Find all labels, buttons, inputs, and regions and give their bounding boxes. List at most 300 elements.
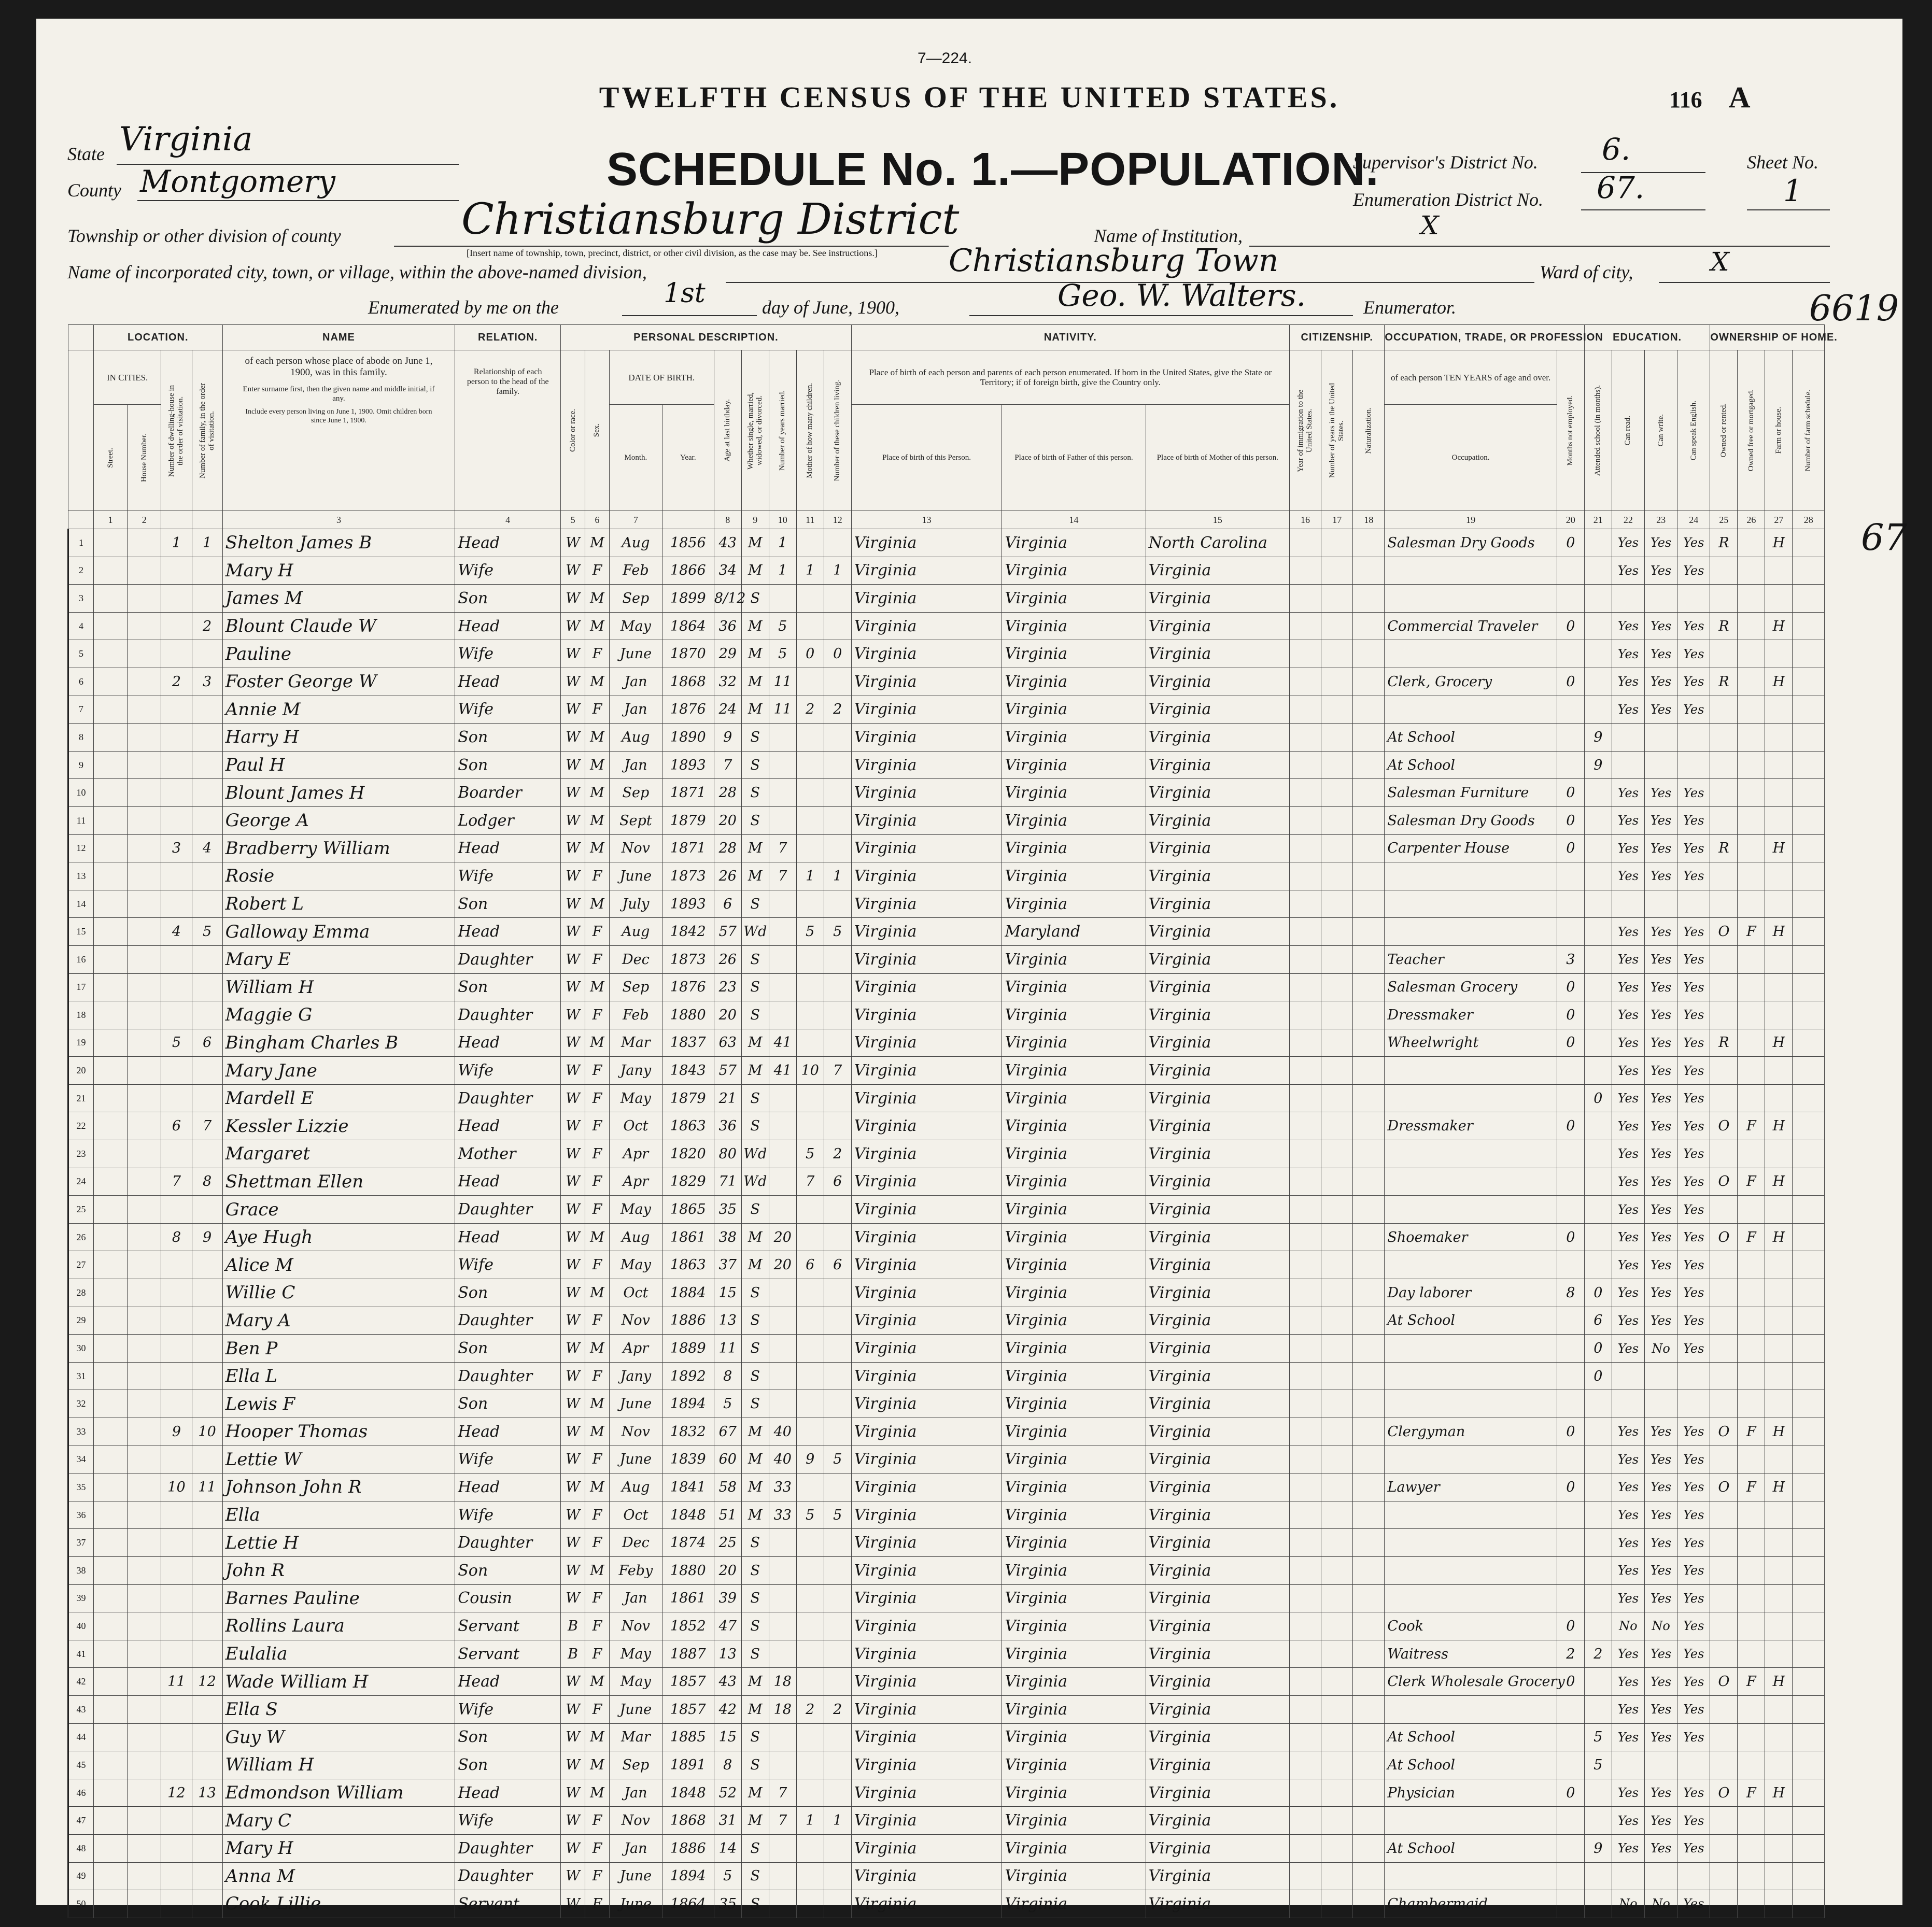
birthplace-cell: Virginia xyxy=(851,529,1002,557)
occupation-cell xyxy=(1385,1862,1557,1890)
table-row xyxy=(68,1223,1825,1251)
color-cell: W xyxy=(561,1501,585,1529)
birth-mother-header: Place of birth of Mother of this person. xyxy=(1146,405,1289,511)
relation-cell: Servant xyxy=(455,1640,561,1668)
family-number-cell xyxy=(192,585,222,613)
naturalization-cell xyxy=(1353,751,1385,779)
attended-school-cell: 6 xyxy=(1584,1307,1612,1335)
can-speak-english-cell: Yes xyxy=(1677,557,1710,585)
birth-year-cell: 1864 xyxy=(662,612,714,640)
birthplace-cell: Virginia xyxy=(851,612,1002,640)
person-name-cell: Guy W xyxy=(222,1723,455,1751)
family-number-cell xyxy=(192,806,222,834)
owned-free-cell xyxy=(1738,1001,1765,1029)
father-birthplace-cell: Virginia xyxy=(1002,1223,1146,1251)
family-number-cell xyxy=(192,779,222,807)
color-cell: W xyxy=(561,696,585,724)
street-cell xyxy=(93,1168,127,1196)
father-birthplace-cell: Virginia xyxy=(1002,1890,1146,1918)
sex-cell: F xyxy=(585,945,610,973)
person-name-cell: George A xyxy=(222,806,455,834)
mother-birthplace-cell: Virginia xyxy=(1146,1168,1289,1196)
color-cell: B xyxy=(561,1612,585,1640)
farm-house-cell xyxy=(1765,1446,1793,1473)
immigration-year-cell xyxy=(1289,834,1321,862)
dwelling-number-cell xyxy=(161,973,192,1001)
birth-year-cell: 1871 xyxy=(662,834,714,862)
color-cell: W xyxy=(561,724,585,752)
years-in-us-cell xyxy=(1321,1112,1353,1140)
house-number-cell xyxy=(128,1362,161,1390)
street-cell xyxy=(93,1584,127,1612)
can-write-cell: Yes xyxy=(1644,1501,1677,1529)
table-row xyxy=(68,1695,1825,1723)
line-number-cell: 17 xyxy=(68,973,94,1001)
mother-birthplace-cell: Virginia xyxy=(1146,1834,1289,1862)
sex-cell: F xyxy=(585,1612,610,1640)
dwelling-number-cell xyxy=(161,1751,192,1779)
relation-cell: Servant xyxy=(455,1612,561,1640)
months-unemployed-cell: 0 xyxy=(1557,1418,1584,1446)
can-read-cell: No xyxy=(1612,1612,1644,1640)
attended-school-cell xyxy=(1584,1029,1612,1057)
can-write-cell: Yes xyxy=(1644,612,1677,640)
age-cell: 26 xyxy=(714,945,741,973)
family-number-cell xyxy=(192,1556,222,1584)
owned-free-cell xyxy=(1738,696,1765,724)
birth-year-cell: 1893 xyxy=(662,751,714,779)
archive-stamp: 6619 xyxy=(1809,288,1899,329)
owned-rented-cell: O xyxy=(1710,1668,1738,1696)
attended-school-cell xyxy=(1584,1501,1612,1529)
occupation-cell: Cook xyxy=(1385,1612,1557,1640)
column-number: 28 xyxy=(1793,511,1825,529)
owned-free-cell xyxy=(1738,779,1765,807)
house-number-cell xyxy=(128,834,161,862)
relation-cell: Daughter xyxy=(455,1084,561,1112)
naturalization-cell xyxy=(1353,1446,1385,1473)
house-number-cell xyxy=(128,1084,161,1112)
dwelling-number-cell xyxy=(161,1612,192,1640)
color-cell: W xyxy=(561,1668,585,1696)
farm-house-cell: H xyxy=(1765,1668,1793,1696)
dwelling-number-cell xyxy=(161,1196,192,1224)
line-number-cell: 18 xyxy=(68,1001,94,1029)
column-number xyxy=(662,511,714,529)
naturalization-cell xyxy=(1353,1196,1385,1224)
owned-free-cell xyxy=(1738,862,1765,890)
farm-schedule-cell xyxy=(1793,1418,1825,1446)
table-row xyxy=(68,1029,1825,1057)
mother-of-cell xyxy=(796,1612,824,1640)
can-write-cell: Yes xyxy=(1644,1307,1677,1335)
street-cell xyxy=(93,1307,127,1335)
attended-school-cell xyxy=(1584,1862,1612,1890)
line-number-cell: 8 xyxy=(68,724,94,752)
house-number-cell xyxy=(128,585,161,613)
mother-of-cell: 2 xyxy=(796,696,824,724)
can-read-cell: Yes xyxy=(1612,1335,1644,1363)
relation-cell: Son xyxy=(455,973,561,1001)
color-cell: W xyxy=(561,1057,585,1085)
birthplace-cell: Virginia xyxy=(851,1029,1002,1057)
mother-birthplace-cell: Virginia xyxy=(1146,1890,1289,1918)
page-number xyxy=(1669,80,1750,115)
birthplace-cell: Virginia xyxy=(851,1362,1002,1390)
can-read-cell: Yes xyxy=(1612,668,1644,696)
naturalization-cell xyxy=(1353,1057,1385,1085)
can-speak-english-cell xyxy=(1677,1862,1710,1890)
can-speak-english-cell: Yes xyxy=(1677,1001,1710,1029)
years-in-us-cell xyxy=(1321,1779,1353,1807)
owned-free-cell xyxy=(1738,1890,1765,1918)
owned-free-cell: F xyxy=(1738,1668,1765,1696)
birth-month-cell: Aug xyxy=(609,918,662,946)
table-row xyxy=(68,1168,1825,1196)
mother-birthplace-cell: Virginia xyxy=(1146,1862,1289,1890)
owned-free-cell xyxy=(1738,557,1765,585)
can-speak-english-cell: Yes xyxy=(1677,1418,1710,1446)
street-cell xyxy=(93,1640,127,1668)
family-number-cell xyxy=(192,862,222,890)
column-number: 18 xyxy=(1353,511,1385,529)
immigration-year-cell xyxy=(1289,1001,1321,1029)
birthplace-cell: Virginia xyxy=(851,1196,1002,1224)
street-cell xyxy=(93,1140,127,1168)
birthplace-cell: Virginia xyxy=(851,1584,1002,1612)
birthplace-cell: Virginia xyxy=(851,1890,1002,1918)
farm-schedule-header: Number of farm schedule. xyxy=(1793,350,1825,511)
birth-year-cell: 1866 xyxy=(662,557,714,585)
immigration-year-cell xyxy=(1289,1556,1321,1584)
can-read-cell: Yes xyxy=(1612,1695,1644,1723)
birthplace-cell: Virginia xyxy=(851,585,1002,613)
father-birthplace-cell: Virginia xyxy=(1002,1668,1146,1696)
immigration-year-cell xyxy=(1289,1834,1321,1862)
family-number-cell xyxy=(192,1640,222,1668)
birth-month-cell: Apr xyxy=(609,1140,662,1168)
birthplace-cell: Virginia xyxy=(851,1251,1002,1279)
person-name-cell: Blount Claude W xyxy=(222,612,455,640)
farm-house-cell xyxy=(1765,973,1793,1001)
sex-cell: F xyxy=(585,640,610,668)
years-in-us-cell xyxy=(1321,1612,1353,1640)
occupation-cell: Commercial Traveler xyxy=(1385,612,1557,640)
relation-cell: Lodger xyxy=(455,806,561,834)
naturalization-cell xyxy=(1353,1779,1385,1807)
can-read-cell: Yes xyxy=(1612,1057,1644,1085)
attended-school-cell xyxy=(1584,1695,1612,1723)
birth-year-cell: 1886 xyxy=(662,1307,714,1335)
years-in-us-cell xyxy=(1321,1084,1353,1112)
house-number-cell xyxy=(128,557,161,585)
street-cell xyxy=(93,668,127,696)
attended-school-cell xyxy=(1584,585,1612,613)
person-name-cell: Pauline xyxy=(222,640,455,668)
children-living-cell xyxy=(824,1473,851,1501)
city-value: Christiansburg Town xyxy=(949,243,1279,279)
age-cell: 23 xyxy=(714,973,741,1001)
farm-schedule-cell xyxy=(1793,1057,1825,1085)
immigration-year-header: Year of immigration to the United States. xyxy=(1289,350,1321,511)
age-cell: 8 xyxy=(714,1751,741,1779)
years-married-cell xyxy=(769,1584,796,1612)
dwelling-number-cell xyxy=(161,1807,192,1835)
dwelling-number-cell xyxy=(161,1001,192,1029)
occupation-cell xyxy=(1385,1695,1557,1723)
children-living-cell xyxy=(824,1223,851,1251)
dwelling-number-cell xyxy=(161,1862,192,1890)
immigration-year-cell xyxy=(1289,1196,1321,1224)
street-cell xyxy=(93,1446,127,1473)
line-number-cell: 48 xyxy=(68,1834,94,1862)
mother-birthplace-cell: Virginia xyxy=(1146,1751,1289,1779)
table-row xyxy=(68,1640,1825,1668)
can-speak-english-cell: Yes xyxy=(1677,1446,1710,1473)
person-name-cell: Grace xyxy=(222,1196,455,1224)
birthplace-cell: Virginia xyxy=(851,1140,1002,1168)
farm-house-cell xyxy=(1765,585,1793,613)
birth-year-cell: 1868 xyxy=(662,1807,714,1835)
owned-rented-cell xyxy=(1710,1529,1738,1557)
marital-status-cell: S xyxy=(741,1556,769,1584)
mother-of-cell xyxy=(796,1223,824,1251)
birthplace-cell: Virginia xyxy=(851,1640,1002,1668)
owned-rented-cell xyxy=(1710,1501,1738,1529)
person-name-cell: Mary Jane xyxy=(222,1057,455,1085)
naturalization-cell xyxy=(1353,1473,1385,1501)
years-married-cell xyxy=(769,1168,796,1196)
person-name-cell: Lettie W xyxy=(222,1446,455,1473)
farm-house-cell xyxy=(1765,557,1793,585)
family-number-cell: 4 xyxy=(192,834,222,862)
marital-status-cell: M xyxy=(741,668,769,696)
person-name-cell: John R xyxy=(222,1556,455,1584)
can-write-cell: Yes xyxy=(1644,1001,1677,1029)
owned-free-header: Owned free or mortgaged. xyxy=(1738,350,1765,511)
farm-house-cell: H xyxy=(1765,1473,1793,1501)
immigration-year-cell xyxy=(1289,1890,1321,1918)
birth-month-cell: Dec xyxy=(609,1529,662,1557)
color-cell: W xyxy=(561,1807,585,1835)
house-number-cell xyxy=(128,612,161,640)
line-number-cell: 39 xyxy=(68,1584,94,1612)
can-speak-english-header: Can speak English. xyxy=(1677,350,1710,511)
can-write-cell xyxy=(1644,585,1677,613)
family-number-cell xyxy=(192,751,222,779)
marital-status-cell: M xyxy=(741,557,769,585)
street-cell xyxy=(93,1529,127,1557)
township-instructions: [Insert name of township, town, precinct, district, or other civil division, as the case may be. See instructions.] xyxy=(467,248,878,258)
house-number-cell xyxy=(128,1779,161,1807)
mother-of-header: Mother of how many children. xyxy=(796,350,824,511)
relation-cell: Daughter xyxy=(455,1196,561,1224)
dwelling-number-cell xyxy=(161,1279,192,1307)
mother-birthplace-cell: Virginia xyxy=(1146,1807,1289,1835)
children-living-header: Number of these children living. xyxy=(824,350,851,511)
can-write-cell: Yes xyxy=(1644,668,1677,696)
can-read-cell: Yes xyxy=(1612,1168,1644,1196)
can-read-cell xyxy=(1612,890,1644,918)
color-cell: W xyxy=(561,1140,585,1168)
immigration-year-cell xyxy=(1289,1362,1321,1390)
years-married-cell xyxy=(769,1335,796,1363)
person-name-cell: Hooper Thomas xyxy=(222,1418,455,1446)
children-living-cell xyxy=(824,1584,851,1612)
family-number-cell xyxy=(192,1584,222,1612)
color-cell: W xyxy=(561,1196,585,1224)
farm-schedule-cell xyxy=(1793,1890,1825,1918)
owned-free-cell: F xyxy=(1738,1473,1765,1501)
years-in-us-cell xyxy=(1321,1668,1353,1696)
father-birthplace-cell: Virginia xyxy=(1002,890,1146,918)
dwelling-number-cell xyxy=(161,1251,192,1279)
birthplace-cell: Virginia xyxy=(851,1057,1002,1085)
owned-free-cell xyxy=(1738,724,1765,752)
father-birthplace-cell: Virginia xyxy=(1002,1446,1146,1473)
children-living-cell xyxy=(824,1862,851,1890)
attended-school-cell xyxy=(1584,1168,1612,1196)
can-write-cell: Yes xyxy=(1644,1529,1677,1557)
years-married-cell xyxy=(769,1529,796,1557)
relation-cell: Boarder xyxy=(455,779,561,807)
table-row xyxy=(68,696,1825,724)
dwelling-number-cell xyxy=(161,1307,192,1335)
dwelling-number-cell xyxy=(161,1446,192,1473)
can-write-cell: Yes xyxy=(1644,806,1677,834)
years-married-cell: 7 xyxy=(769,1807,796,1835)
person-name-cell: Foster George W xyxy=(222,668,455,696)
occupation-cell: Dressmaker xyxy=(1385,1112,1557,1140)
enumerator-label: Enumerator. xyxy=(1363,297,1456,318)
person-name-cell: Barnes Pauline xyxy=(222,1584,455,1612)
can-write-cell: Yes xyxy=(1644,1473,1677,1501)
farm-schedule-cell xyxy=(1793,945,1825,973)
can-read-cell: Yes xyxy=(1612,1446,1644,1473)
age-cell: 20 xyxy=(714,1001,741,1029)
ownership-group: OWNERSHIP OF HOME. xyxy=(1710,325,1825,350)
house-number-cell xyxy=(128,779,161,807)
birth-year-cell: 1839 xyxy=(662,1446,714,1473)
age-cell: 8 xyxy=(714,1362,741,1390)
father-birthplace-cell: Virginia xyxy=(1002,557,1146,585)
attended-school-cell xyxy=(1584,918,1612,946)
owned-free-cell: F xyxy=(1738,1779,1765,1807)
birth-month-cell: Mar xyxy=(609,1029,662,1057)
owned-free-cell: F xyxy=(1738,1168,1765,1196)
immigration-year-cell xyxy=(1289,1279,1321,1307)
marital-status-cell: M xyxy=(741,862,769,890)
occupation-cell xyxy=(1385,1251,1557,1279)
farm-house-header: Farm or house. xyxy=(1765,350,1793,511)
dwelling-number-cell: 8 xyxy=(161,1223,192,1251)
months-unemployed-cell xyxy=(1557,1362,1584,1390)
birthplace-cell: Virginia xyxy=(851,1862,1002,1890)
age-cell: 13 xyxy=(714,1307,741,1335)
can-speak-english-cell: Yes xyxy=(1677,918,1710,946)
line-number-cell: 42 xyxy=(68,1668,94,1696)
can-speak-english-cell: Yes xyxy=(1677,1834,1710,1862)
institution-label: Name of Institution, xyxy=(1094,225,1243,246)
table-row xyxy=(68,1529,1825,1557)
can-speak-english-cell: Yes xyxy=(1677,1223,1710,1251)
marital-status-cell: S xyxy=(741,806,769,834)
birth-year-cell: 1880 xyxy=(662,1001,714,1029)
can-read-cell: Yes xyxy=(1612,1834,1644,1862)
sex-cell: M xyxy=(585,529,610,557)
color-cell: W xyxy=(561,1695,585,1723)
can-read-cell: Yes xyxy=(1612,1084,1644,1112)
birthplace-cell: Virginia xyxy=(851,1807,1002,1835)
marital-status-cell: M xyxy=(741,1251,769,1279)
birth-year-cell: 1848 xyxy=(662,1501,714,1529)
can-speak-english-cell: Yes xyxy=(1677,1307,1710,1335)
birth-month-cell: Sep xyxy=(609,1751,662,1779)
enum-district-value: 67. xyxy=(1597,170,1645,205)
mother-of-cell xyxy=(796,1779,824,1807)
enum-district-label: Enumeration District No. xyxy=(1353,189,1543,210)
father-birthplace-cell: Virginia xyxy=(1002,1362,1146,1390)
table-row xyxy=(68,1807,1825,1835)
line-number-cell: 31 xyxy=(68,1362,94,1390)
owned-rented-cell: R xyxy=(1710,1029,1738,1057)
children-living-cell: 5 xyxy=(824,1446,851,1473)
farm-house-cell xyxy=(1765,1890,1793,1918)
can-write-cell: No xyxy=(1644,1890,1677,1918)
mother-birthplace-cell: Virginia xyxy=(1146,1556,1289,1584)
occupation-cell: Teacher xyxy=(1385,945,1557,973)
can-speak-english-cell xyxy=(1677,1390,1710,1418)
can-speak-english-cell xyxy=(1677,1362,1710,1390)
color-cell: W xyxy=(561,1862,585,1890)
mother-birthplace-cell: Virginia xyxy=(1146,834,1289,862)
farm-schedule-cell xyxy=(1793,1446,1825,1473)
marital-status-cell: S xyxy=(741,1584,769,1612)
farm-schedule-cell xyxy=(1793,1862,1825,1890)
family-number-cell xyxy=(192,1862,222,1890)
dwelling-number-cell xyxy=(161,640,192,668)
owned-rented-cell xyxy=(1710,1695,1738,1723)
house-number-cell xyxy=(128,973,161,1001)
marital-status-cell: S xyxy=(741,751,769,779)
can-write-cell: Yes xyxy=(1644,1057,1677,1085)
line-number-cell: 47 xyxy=(68,1807,94,1835)
naturalization-cell xyxy=(1353,1335,1385,1363)
children-living-cell xyxy=(824,1668,851,1696)
sex-cell: F xyxy=(585,1362,610,1390)
person-name-cell: Edmondson William xyxy=(222,1779,455,1807)
occupation-cell: Dressmaker xyxy=(1385,1001,1557,1029)
column-number: 21 xyxy=(1584,511,1612,529)
sex-cell: F xyxy=(585,1307,610,1335)
father-birthplace-cell: Virginia xyxy=(1002,1418,1146,1446)
dwelling-number-cell: 9 xyxy=(161,1418,192,1446)
can-write-cell xyxy=(1644,724,1677,752)
name-group: NAME xyxy=(222,325,455,350)
months-unemployed-cell xyxy=(1557,1390,1584,1418)
relation-cell: Son xyxy=(455,1723,561,1751)
age-cell: 36 xyxy=(714,1112,741,1140)
years-married-cell xyxy=(769,1862,796,1890)
marital-status-cell: S xyxy=(741,1279,769,1307)
can-read-cell: Yes xyxy=(1612,1473,1644,1501)
owned-free-cell xyxy=(1738,668,1765,696)
years-married-cell: 33 xyxy=(769,1473,796,1501)
immigration-year-cell xyxy=(1289,1029,1321,1057)
mother-birthplace-cell: Virginia xyxy=(1146,1529,1289,1557)
occupation-cell xyxy=(1385,557,1557,585)
color-cell: W xyxy=(561,585,585,613)
